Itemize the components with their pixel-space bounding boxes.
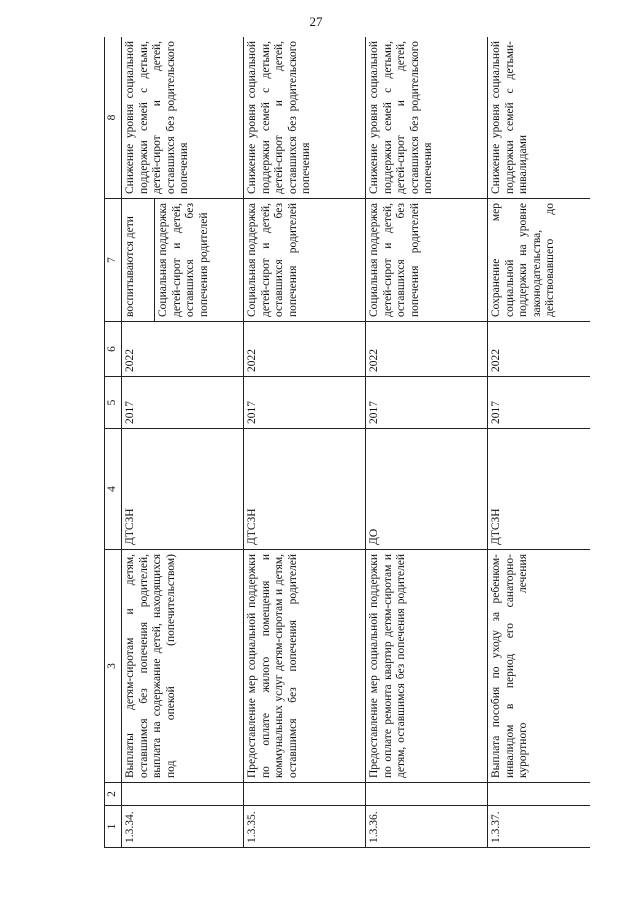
expected-result: Социальная поддержка детей-сирот и детей, оставшихся без попечения родителей bbox=[154, 199, 213, 321]
table-row bbox=[366, 37, 488, 848]
page-number: 27 bbox=[309, 14, 323, 29]
expected-result: Социальная поддержка детей-сирот и детей, оставшихся без попечения родителей bbox=[244, 199, 366, 322]
start-year: 2017 bbox=[488, 377, 591, 429]
end-year: 2022 bbox=[488, 322, 591, 377]
empty-cell bbox=[122, 783, 244, 806]
row-number: 1.3.36. bbox=[366, 806, 488, 848]
empty-cell bbox=[244, 783, 366, 806]
result-cell bbox=[122, 199, 244, 322]
end-year: 2022 bbox=[122, 322, 244, 377]
continued-result: воспитываются дети bbox=[124, 216, 136, 317]
empty-cell bbox=[488, 783, 591, 806]
table-row bbox=[244, 37, 366, 848]
executor: ДТСЗН bbox=[122, 429, 244, 550]
col-header: 7 bbox=[105, 199, 122, 322]
start-year: 2017 bbox=[122, 377, 244, 429]
expected-result: Сохранение мер социальной поддержки на уровне законодательства, действовавшего до bbox=[488, 199, 591, 322]
measure-name: Выплата пособия по уходу за ребенком-инвалидом в период его санаторно-курортного лечения bbox=[488, 550, 591, 783]
measures-table bbox=[104, 37, 590, 848]
col-header: 3 bbox=[105, 550, 122, 783]
col-header: 1 bbox=[105, 806, 122, 848]
empty-cell bbox=[366, 783, 488, 806]
start-year: 2017 bbox=[244, 377, 366, 429]
measure-name: Предоставление мер социальной поддержки по оплате ремонта квартир детям-сиротам и детям, оставшимся без попечения родителей bbox=[366, 550, 488, 783]
col-header: 5 bbox=[105, 377, 122, 429]
col-header: 6 bbox=[105, 322, 122, 377]
indicator: Снижение уровня социальной поддержки семей с детьми, детей-сирот и детей, оставшихся без родительского попечения bbox=[244, 37, 366, 199]
col-header: 2 bbox=[105, 783, 122, 806]
indicator: Снижение уровня социальной поддержки семей с детьми-инвалидами bbox=[488, 37, 591, 199]
start-year: 2017 bbox=[366, 377, 488, 429]
column-numbers-row bbox=[105, 37, 122, 848]
end-year: 2022 bbox=[244, 322, 366, 377]
row-number: 1.3.35. bbox=[244, 806, 366, 848]
row-number: 1.3.34. bbox=[122, 806, 244, 848]
end-year: 2022 bbox=[366, 322, 488, 377]
table-row bbox=[122, 37, 244, 848]
col-header: 4 bbox=[105, 429, 122, 550]
table-viewport bbox=[104, 37, 590, 848]
rotated-table bbox=[104, 37, 590, 848]
measure-name: Выплаты детям-сиротам и детям, оставшимся без попечения родителей, выплата на содержание детей, находящихся под опекой (попечительством) bbox=[122, 550, 244, 783]
row-number: 1.3.37. bbox=[488, 806, 591, 848]
indicator: Снижение уровня социальной поддержки семей с детьми, детей-сирот и детей, оставшихся без родительского попечения bbox=[366, 37, 488, 199]
table-row bbox=[488, 37, 591, 848]
expected-result: Социальная поддержка детей-сирот и детей, оставшихся без попечения родителей bbox=[366, 199, 488, 322]
executor: ДО bbox=[366, 429, 488, 550]
col-header: 8 bbox=[105, 37, 122, 199]
executor: ДТСЗН bbox=[488, 429, 591, 550]
measure-name: Предоставление мер социальной поддержки по оплате жилого помещения и коммунальных услуг детям-сиротам и детям, оставшимся без попечения родителей bbox=[244, 550, 366, 783]
executor: ДТСЗН bbox=[244, 429, 366, 550]
indicator: Снижение уровня социальной поддержки семей с детьми, детей-сирот и детей, оставшихся без родительского попечения bbox=[122, 37, 244, 199]
